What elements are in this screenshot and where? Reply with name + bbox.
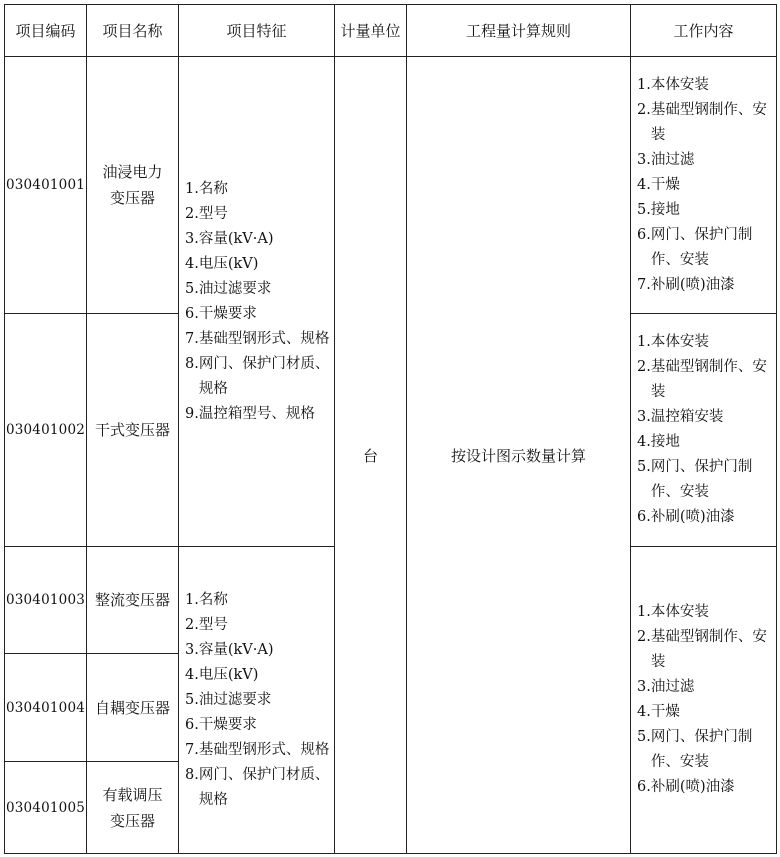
list-item-number: 4. xyxy=(637,704,651,720)
list-item-number: 1. xyxy=(637,76,651,93)
list-item xyxy=(637,173,772,198)
list-item-number: 3. xyxy=(637,409,651,425)
list-item xyxy=(185,302,330,327)
list-item-number: 6. xyxy=(185,305,199,322)
list-item-number: 1. xyxy=(637,334,651,350)
list-item-number: 3. xyxy=(185,230,199,247)
item-name xyxy=(87,547,179,654)
item-name-line: 自耦变压器 xyxy=(94,698,170,717)
list-item-text: 干燥要求 xyxy=(198,305,257,322)
list-item-number: 1. xyxy=(185,180,199,197)
list-item-number: 5. xyxy=(185,691,199,708)
list-item xyxy=(185,738,330,763)
list-item xyxy=(185,663,330,688)
list-item-text: 基础型钢制作、安装 xyxy=(650,359,767,400)
list-item xyxy=(637,148,772,173)
item-name xyxy=(87,762,179,854)
list-item-text: 干燥要求 xyxy=(198,716,257,733)
list-item xyxy=(637,355,772,405)
item-code: 030401001 xyxy=(5,57,87,314)
list-item xyxy=(637,405,772,430)
list-item-number: 3. xyxy=(185,641,199,658)
item-name-line: 油浸电力 xyxy=(102,163,163,181)
list-item xyxy=(637,600,772,625)
list-item-text: 网门、保护门材质、规格 xyxy=(198,355,330,397)
unit-cell: 台 xyxy=(335,57,407,854)
list-item-number: 4. xyxy=(637,176,651,193)
list-item xyxy=(637,98,772,148)
list-item-number: 7. xyxy=(185,330,199,347)
work-cell xyxy=(631,547,777,854)
list-item xyxy=(637,430,772,455)
list-item xyxy=(637,273,772,298)
item-code: 030401003 xyxy=(5,547,87,654)
list-item-number: 6. xyxy=(637,226,651,243)
list-item xyxy=(185,763,330,813)
item-name-line: 干式变压器 xyxy=(94,421,170,439)
list-item xyxy=(637,455,772,505)
list-item xyxy=(637,330,772,355)
list-item xyxy=(185,202,330,227)
list-item xyxy=(637,223,772,273)
work-cell xyxy=(631,314,777,547)
item-name-line: 整流变压器 xyxy=(94,591,170,609)
list-item xyxy=(185,177,330,202)
list-item-text: 基础型钢制作、安装 xyxy=(650,629,767,670)
list-item-text: 网门、保护门制作、安装 xyxy=(650,729,753,770)
list-item-text: 温控箱型号、规格 xyxy=(198,405,315,422)
list-item-number: 9. xyxy=(185,405,199,422)
list-item-number: 6. xyxy=(637,779,651,795)
list-item-text: 本体安装 xyxy=(650,76,709,93)
list-item-text: 容量(kV·A) xyxy=(198,230,274,247)
list-item-text: 网门、保护门制作、安装 xyxy=(650,459,753,500)
work-list xyxy=(637,73,772,298)
header-work: 工作内容 xyxy=(631,5,777,57)
item-name-line: 有载调压 xyxy=(102,785,163,804)
list-item-number: 4. xyxy=(185,666,199,683)
header-features: 项目特征 xyxy=(179,5,335,57)
list-item-text: 本体安装 xyxy=(650,604,709,620)
list-item xyxy=(637,675,772,700)
list-item-number: 7. xyxy=(185,741,199,758)
list-item-number: 8. xyxy=(185,766,199,783)
list-item-text: 型号 xyxy=(198,205,228,222)
header-code: 项目编码 xyxy=(5,5,87,57)
features-list xyxy=(185,177,330,427)
list-item-number: 5. xyxy=(185,280,199,297)
list-item-number: 4. xyxy=(185,255,199,272)
list-item-number: 7. xyxy=(637,276,651,293)
rule-cell: 按设计图示数量计算 xyxy=(407,57,631,854)
list-item-number: 1. xyxy=(185,591,199,608)
list-item xyxy=(637,505,772,530)
list-item xyxy=(185,688,330,713)
list-item-text: 容量(kV·A) xyxy=(198,641,274,658)
list-item xyxy=(637,198,772,223)
header-name: 项目名称 xyxy=(87,5,179,57)
list-item-number: 5. xyxy=(637,459,651,475)
list-item-text: 干燥 xyxy=(650,176,680,193)
item-name-line: 变压器 xyxy=(109,189,155,207)
list-item xyxy=(637,725,772,775)
list-item xyxy=(185,352,330,402)
list-item-number: 6. xyxy=(637,509,651,525)
features-cell xyxy=(179,547,335,854)
list-item xyxy=(185,402,330,427)
list-item-text: 网门、保护门制作、安装 xyxy=(650,226,753,268)
list-item-number: 5. xyxy=(637,201,651,218)
list-item-text: 油过滤 xyxy=(650,679,695,695)
list-item-number: 2. xyxy=(637,629,651,645)
list-item xyxy=(637,625,772,675)
list-item-text: 接地 xyxy=(650,201,680,218)
list-item-text: 接地 xyxy=(650,434,680,450)
list-item xyxy=(185,613,330,638)
list-item-number: 6. xyxy=(185,716,199,733)
list-item-text: 补刷(喷)油漆 xyxy=(650,509,735,525)
header-row xyxy=(5,5,777,57)
list-item-text: 油过滤 xyxy=(650,151,695,168)
list-item xyxy=(637,775,772,800)
list-item-number: 5. xyxy=(637,729,651,745)
list-item xyxy=(185,588,330,613)
list-item-text: 补刷(喷)油漆 xyxy=(650,779,735,795)
list-item-text: 网门、保护门材质、规格 xyxy=(198,766,330,808)
list-item-text: 补刷(喷)油漆 xyxy=(650,276,735,293)
list-item-text: 本体安装 xyxy=(650,334,709,350)
list-item-number: 2. xyxy=(185,616,199,633)
list-item xyxy=(185,252,330,277)
list-item xyxy=(185,277,330,302)
features-cell xyxy=(179,57,335,547)
item-code: 030401005 xyxy=(5,762,87,854)
list-item xyxy=(185,227,330,252)
list-item-number: 4. xyxy=(637,434,651,450)
list-item xyxy=(637,73,772,98)
list-item-text: 电压(kV) xyxy=(198,666,259,683)
list-item-number: 8. xyxy=(185,355,199,372)
list-item-text: 干燥 xyxy=(650,704,680,720)
list-item-text: 名称 xyxy=(198,180,228,197)
list-item-text: 基础型钢制作、安装 xyxy=(650,101,767,143)
item-name xyxy=(87,654,179,762)
item-name xyxy=(87,57,179,314)
list-item xyxy=(185,327,330,352)
header-rule: 工程量计算规则 xyxy=(407,5,631,57)
list-item-text: 油过滤要求 xyxy=(198,280,272,297)
list-item xyxy=(637,700,772,725)
list-item-text: 电压(kV) xyxy=(198,255,259,272)
list-item xyxy=(185,713,330,738)
list-item-text: 型号 xyxy=(198,616,228,633)
list-item-text: 基础型钢形式、规格 xyxy=(198,741,330,758)
list-item-text: 油过滤要求 xyxy=(198,691,272,708)
list-item-text: 基础型钢形式、规格 xyxy=(198,330,330,347)
table-row xyxy=(5,57,777,314)
work-cell xyxy=(631,57,777,314)
list-item-number: 1. xyxy=(637,604,651,620)
item-code: 030401002 xyxy=(5,314,87,547)
list-item-number: 3. xyxy=(637,679,651,695)
transformer-bill-table xyxy=(4,4,777,854)
item-name-line: 变压器 xyxy=(109,811,155,830)
list-item-text: 温控箱安装 xyxy=(650,409,724,425)
work-list xyxy=(637,330,772,530)
list-item-number: 2. xyxy=(185,205,199,222)
features-list xyxy=(185,588,330,813)
item-name xyxy=(87,314,179,547)
list-item-text: 名称 xyxy=(198,591,228,608)
list-item-number: 2. xyxy=(637,101,651,118)
header-unit: 计量单位 xyxy=(335,5,407,57)
list-item-number: 3. xyxy=(637,151,651,168)
list-item-number: 2. xyxy=(637,359,651,375)
work-list xyxy=(637,600,772,800)
item-code: 030401004 xyxy=(5,654,87,762)
list-item xyxy=(185,638,330,663)
